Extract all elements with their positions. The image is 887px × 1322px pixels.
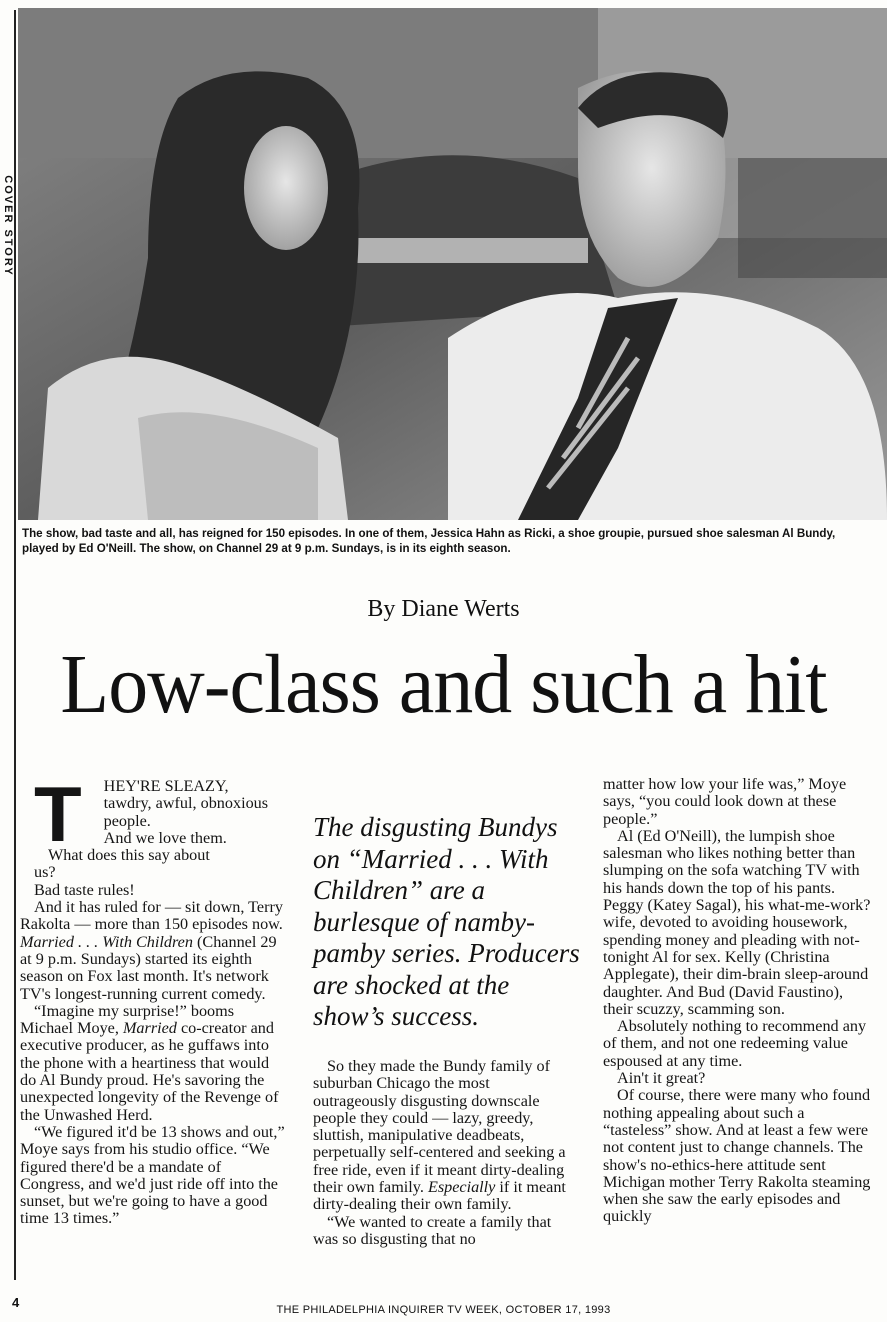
pull-quote: The disgusting Bundys on “Married . . . With Children” are a burlesque of namby-pamby series. Producers are shocked at the show’s success. — [313, 812, 580, 1031]
paragraph: “Imagine my surprise!” booms Michael Moye, Married co-creator and executive producer, as he guffaws into the phone with a heartiness that would do Al Bundy proud. He's savoring the unexpected longevity of the Revenge of the Unwashed Herd. — [20, 1001, 279, 1124]
photo — [18, 8, 887, 520]
lead-line: What does this say about — [48, 846, 210, 865]
photo-two-people-icon — [18, 8, 887, 520]
headline: Low-class and such a hit — [60, 638, 827, 731]
paragraph: “We wanted to create a family that was so disgusting that no — [313, 1212, 552, 1248]
paragraph: And it has ruled for — sit down, Terry Rakolta — more than 150 episodes now. Married . . . With Children (Channel 29 at 9 p.m. Sundays) started its eighth season on Fox last month. It's network TV's longest-running current comedy. — [20, 898, 283, 1003]
paragraph: Al (Ed O'Neill), the lumpish shoe salesman who likes nothing better than slumping on the sofa watching TV with his hands down the top of his pants. Peggy (Katey Sagal), his what-me-work? wife, devoted to avoiding housework, spending money and pleading with not-tonight Al for sex. Kelly (Christina Applegate), their dim-brain sleep-around daughter. And Bud (David Faustino), their scuzzy, scamming son. — [603, 826, 871, 1018]
page-number: 4 — [12, 1295, 20, 1310]
paragraph: Bad taste rules! — [34, 880, 135, 899]
article-column-1 — [20, 770, 288, 1228]
paragraph: “We figured it'd be 13 shows and out,” Moye says from his studio office. “We figured there'd be a mandate of Congress, and we'd just ride off into the sunset, but we're going to have a good time 13 times.” — [20, 1122, 285, 1228]
drop-cap: T — [34, 770, 82, 858]
lead-line: us? — [34, 863, 56, 882]
paragraph: Of course, there were many who found nothing appealing about such a “tasteless” show. And at least a few were not content just to change channels. The show's no-ethics-here attitude sent Michigan mother Terry Rakolta steaming when she saw the early episodes and quickly — [603, 1086, 871, 1226]
paragraph: So they made the Bundy family of suburban Chicago the most outrageously disgusting downscale people they could — lazy, greedy, sluttish, manipulative deadbeats, perpetually self-centered and seeking a free ride, even if it meant dirty-dealing their own family. Especially if it meant dirty-dealing their own family. — [313, 1057, 566, 1214]
paragraph: Absolutely nothing to recommend any of them, and not one redeeming value espoused at any time. — [603, 1017, 867, 1070]
lead-line: tawdry, awful, obnoxious — [103, 794, 269, 813]
publication-footer: THE PHILADELPHIA INQUIRER TV WEEK, OCTOBER 17, 1993 — [276, 1304, 611, 1316]
section-tab-label: COVER STORY — [2, 175, 14, 277]
lead-paragraph — [20, 770, 288, 882]
byline: By Diane Werts — [367, 596, 520, 622]
paragraph: matter how low your life was,” Moye says, “you could look down at these people.” — [603, 775, 847, 828]
paragraph: Ain't it great? — [617, 1069, 706, 1088]
article-column-3 — [603, 776, 873, 1226]
section-tab — [0, 10, 16, 1280]
photo-caption: The show, bad taste and all, has reigned for 150 episodes. In one of them, Jessica Hahn as Ricki, a shoe groupie, pursued shoe salesman Al Bundy, played by Ed O'Neill. The show, on Channel 29 at 9 p.m. Sundays, is in its eighth season. — [22, 527, 836, 555]
lead-line: And we love them. — [103, 828, 227, 847]
article-column-2 — [313, 1058, 575, 1248]
lead-line: people. — [103, 811, 151, 830]
lead-line: HEY'RE SLEAZY, — [103, 777, 229, 795]
